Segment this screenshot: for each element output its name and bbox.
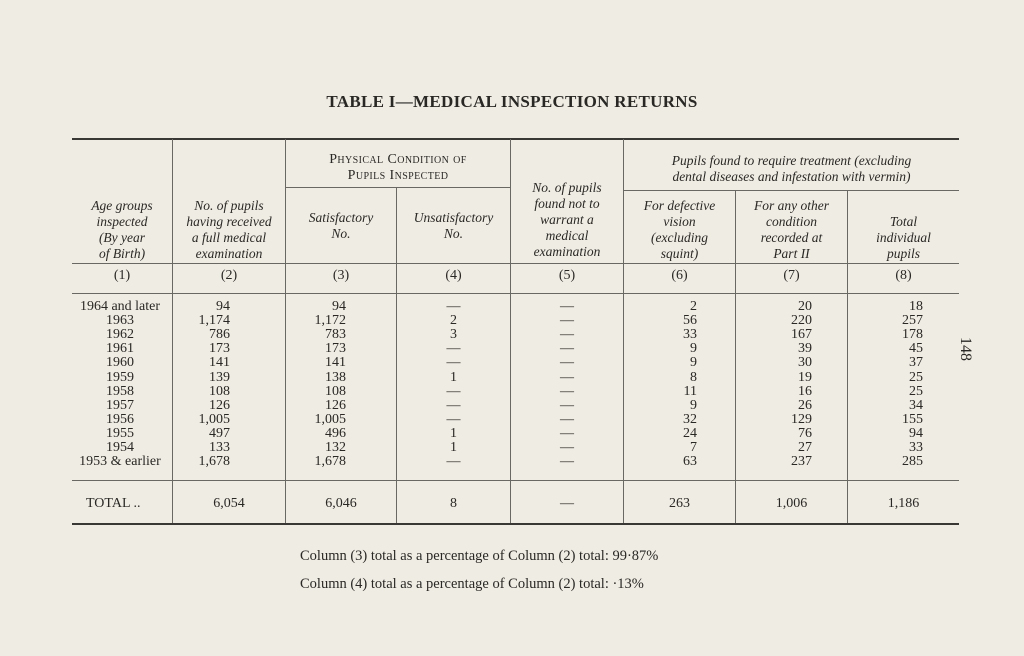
colnum-5: (5) (558, 268, 576, 283)
table-cell-col-4: 2 (450, 313, 457, 329)
table-cell-col-8: 94 (909, 425, 923, 441)
table-cell-col-5: — (560, 440, 574, 455)
table-cell-col-4: — (446, 454, 461, 470)
header-not-warrant: No. of pupils found not to warrant a medical examination (532, 180, 602, 259)
table-cell-col-2: 126 (209, 397, 230, 413)
colnum-6: (6) (671, 268, 688, 283)
table-cell-col-2: 786 (209, 327, 230, 343)
colnum-3: (3) (332, 268, 350, 283)
table-cell-col-2: 497 (209, 425, 230, 441)
table-cell-col-7: 129 (791, 411, 812, 427)
table-cell-col-7: 76 (798, 425, 812, 441)
table-cell-col-5: — (560, 454, 574, 470)
table-cell-col-6: 7 (690, 440, 697, 455)
table-cell-col-2: 133 (209, 440, 230, 455)
table-cell-col-4: — (446, 341, 461, 357)
table-cell-col-7: 20 (798, 299, 812, 314)
table-cell-col-4: 1 (450, 440, 457, 455)
table-cell-col-1: 1955 (106, 425, 134, 441)
table-cell-col-6: 11 (683, 383, 697, 399)
table-cell-col-1: 1954 (106, 440, 134, 455)
table-cell-col-5: — (560, 397, 574, 413)
table-cell-col-1: 1961 (106, 341, 134, 357)
table-cell-col-7: 30 (798, 355, 812, 371)
table-cell-col-5: — (560, 299, 574, 314)
table-cell-col-3: 108 (325, 383, 346, 399)
total-col-2: 6,054 (213, 496, 245, 511)
table-cell-col-5: — (560, 369, 574, 385)
table-cell-col-3: 496 (325, 425, 346, 441)
header-total-individual: Total individual pupils (876, 214, 931, 261)
header-physical-condition: Physical Condition of Pupils Inspected (329, 152, 467, 183)
table-cell-col-2: 1,678 (198, 454, 230, 470)
table-cell-col-6: 33 (683, 327, 697, 343)
header-age-groups: Age groups inspected (By year of Birth) (91, 198, 153, 261)
table-cell-col-1: 1956 (106, 411, 134, 427)
total-col-8: 1,186 (887, 496, 920, 511)
table-cell-col-4: 1 (450, 425, 457, 441)
table-cell-col-7: 237 (791, 454, 812, 470)
header-unsatisfactory: Unsatisfactory No. (413, 210, 494, 241)
table-cell-col-7: 220 (791, 313, 812, 329)
table-cell-col-4: 1 (450, 369, 457, 385)
table-cell-col-1: 1959 (106, 369, 134, 385)
table-cell-col-6: 32 (683, 411, 697, 427)
table-cell-col-7: 16 (798, 383, 812, 399)
total-col-5: — (560, 496, 574, 511)
table-cell-col-6: 8 (690, 369, 697, 385)
table-cell-col-6: 9 (690, 341, 697, 357)
table-cell-col-4: — (446, 397, 461, 413)
table-cell-col-2: 94 (216, 299, 230, 314)
table-cell-col-1: 1960 (106, 355, 134, 371)
table-cell-col-4: — (446, 299, 461, 314)
colnum-2: (2) (220, 268, 238, 283)
table-cell-col-7: 26 (798, 397, 812, 413)
table-cell-col-2: 1,174 (198, 313, 230, 329)
table-cell-col-3: 138 (325, 369, 346, 385)
treatment-underline (623, 190, 959, 191)
colnum-8: (8) (895, 268, 912, 283)
table-cell-col-6: 63 (683, 454, 697, 470)
bottom-rule (72, 523, 959, 525)
table-cell-col-4: — (446, 383, 461, 399)
colnum-4: (4) (445, 268, 462, 283)
table-cell-col-4: 3 (450, 327, 457, 343)
page-number: 148 (957, 337, 974, 361)
total-label: TOTAL .. (86, 496, 141, 511)
table-cell-col-8: 34 (909, 397, 923, 413)
table-cell-col-1: 1953 & earlier (79, 454, 161, 470)
footnote-2: Column (4) total as a percentage of Column (2) total: ·13% (300, 576, 644, 592)
table-cell-col-1: 1963 (106, 313, 134, 329)
table-cell-col-5: — (560, 313, 574, 329)
physical-condition-underline (285, 187, 510, 188)
table-cell-col-1: 1964 and later (79, 299, 161, 314)
table-cell-col-4: — (446, 411, 461, 427)
top-rule (72, 138, 959, 140)
table-cell-col-2: 108 (209, 383, 230, 399)
table-cell-col-8: 25 (909, 383, 923, 399)
header-num-pupils: No. of pupils having received a full medical examination (186, 198, 272, 261)
table-cell-col-6: 9 (690, 397, 697, 413)
table-cell-col-4: — (446, 355, 461, 371)
colnum-bottom-rule (72, 293, 959, 294)
table-cell-col-7: 27 (798, 440, 812, 455)
header-defective-vision: For defective vision (excluding squint) (643, 198, 716, 261)
table-cell-col-8: 37 (909, 355, 923, 371)
table-cell-col-8: 285 (902, 454, 923, 470)
table-cell-col-5: — (560, 425, 574, 441)
table-title: TABLE I—MEDICAL INSPECTION RETURNS (326, 92, 698, 111)
table-cell-col-8: 25 (909, 369, 923, 385)
table-cell-col-7: 39 (798, 341, 812, 357)
table-cell-col-3: 126 (325, 397, 346, 413)
colnum-7: (7) (783, 268, 800, 283)
table-cell-col-1: 1957 (106, 397, 134, 413)
table-cell-col-3: 1,678 (314, 454, 346, 470)
table-cell-col-6: 9 (690, 355, 697, 371)
table-cell-col-7: 167 (791, 327, 812, 343)
colnum-1: (1) (113, 268, 131, 283)
header-treatment-group: Pupils found to require treatment (excluding dental diseases and infestation with vermin) (671, 153, 912, 184)
table-cell-col-5: — (560, 355, 574, 371)
table-cell-col-8: 33 (909, 440, 923, 455)
total-col-3: 6,046 (325, 496, 357, 511)
table-cell-col-5: — (560, 411, 574, 427)
table-cell-col-2: 1,005 (198, 411, 230, 427)
table-cell-col-5: — (560, 327, 574, 343)
table-cell-col-8: 155 (902, 411, 923, 427)
table-cell-col-3: 132 (325, 440, 346, 455)
total-col-6: 263 (669, 496, 690, 511)
table-cell-col-8: 178 (902, 327, 923, 343)
table-cell-col-3: 173 (325, 341, 346, 357)
table-cell-col-3: 783 (325, 327, 346, 343)
table-cell-col-8: 18 (909, 299, 923, 314)
table-cell-col-1: 1962 (106, 327, 134, 343)
total-col-4: 8 (450, 496, 457, 511)
table-cell-col-8: 45 (909, 341, 923, 357)
table-cell-col-3: 1,005 (314, 411, 346, 427)
header-bottom-rule (72, 263, 959, 264)
table-cell-col-8: 257 (902, 313, 923, 329)
header-satisfactory: Satisfactory No. (308, 210, 374, 241)
table-cell-col-5: — (560, 383, 574, 399)
table-cell-col-2: 139 (209, 369, 230, 385)
table-cell-col-3: 1,172 (314, 313, 346, 329)
footnote-1: Column (3) total as a percentage of Column (2) total: 99·87% (300, 548, 659, 564)
table-cell-col-6: 56 (683, 313, 697, 329)
header-other-condition: For any other condition recorded at Part II (754, 198, 829, 261)
total-col-7: 1,006 (775, 496, 808, 511)
table-cell-col-7: 19 (798, 369, 812, 385)
table-cell-col-2: 141 (209, 355, 230, 371)
table-cell-col-6: 24 (683, 425, 697, 441)
table-cell-col-5: — (560, 341, 574, 357)
table-cell-col-1: 1958 (106, 383, 134, 399)
table-cell-col-3: 94 (332, 299, 346, 314)
table-cell-col-3: 141 (325, 355, 346, 371)
table-cell-col-2: 173 (209, 341, 230, 357)
table-cell-col-6: 2 (690, 299, 697, 314)
total-top-rule (72, 480, 959, 481)
